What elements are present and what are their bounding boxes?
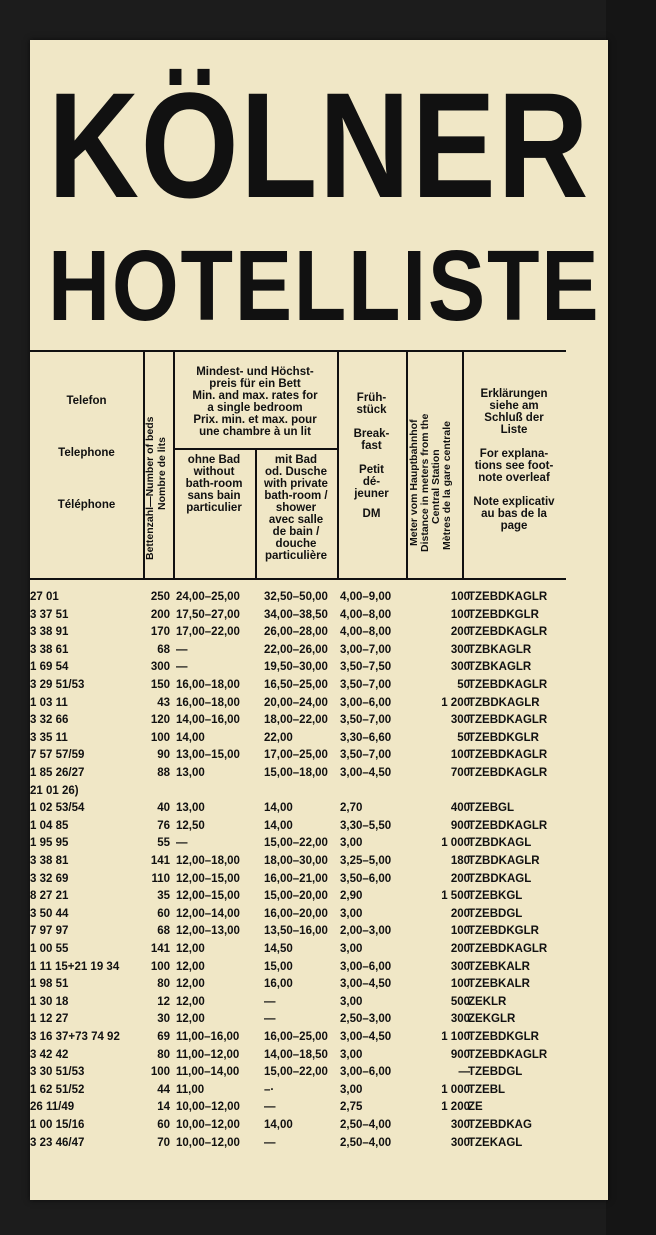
distance-cell: 900 [450,1048,470,1061]
table-row [30,923,608,941]
distance-cell: 100 [450,749,470,762]
breakfast-cell: 3,00–4,50 [340,978,392,991]
facility-code-cell: TZEBKALR [468,960,530,973]
phone-cell: 3 32 69 [30,872,69,885]
rate-without-bath-cell: 12,00 [176,960,205,973]
table-row [30,818,608,836]
rate-with-bath-cell: 14,00–18,50 [264,1048,328,1061]
distance-cell: 200 [450,907,470,920]
rate-with-bath-cell: 15,00–20,00 [264,890,328,903]
breakfast-cell: 4,00–9,00 [340,591,392,603]
table-row [30,853,608,871]
rate-with-bath-cell: 14,00 [264,819,293,832]
facility-code-cell: TZBDKAGL [468,872,532,885]
phone-cell: 3 42 42 [30,1048,69,1061]
facility-code-cell: TZBDKAGL [468,837,532,850]
facility-code-cell: TZEBDKAGLR [468,714,548,727]
table-row [30,800,608,818]
beds-cell: 76 [157,819,170,832]
phone-cell: 1 62 51/52 [30,1083,85,1096]
breakfast-cell: 2,50–4,00 [340,1119,392,1131]
beds-cell: 44 [157,1083,170,1096]
beds-cell: 150 [150,679,170,691]
distance-cell: 100 [450,591,470,603]
facility-code-cell: TZEBKALR [468,978,530,991]
header-fruehstueck: Früh- stück Break- fast Petit dé- jeuner DM [353,392,390,520]
beds-cell: 35 [157,890,170,903]
facility-code-cell: ZE [468,1101,483,1114]
table-row [30,607,608,625]
rate-with-bath-cell: 16,50–25,00 [264,679,328,691]
rate-without-bath-cell: 11,00–12,00 [176,1048,240,1061]
table-row [30,1011,608,1029]
rate-with-bath-cell: 15,00–22,00 [264,1066,328,1079]
distance-cell: 200 [450,943,470,955]
beds-cell: 60 [157,907,170,920]
rate-without-bath-cell: 16,00–18,00 [176,679,240,691]
phone-cell: 1 03 11 [30,696,68,709]
distance-cell: 300 [450,1136,470,1149]
beds-cell: 88 [157,767,170,779]
distance-cell: 1 500 [441,890,470,903]
facility-code-cell: TZEBDKAGLR [468,679,548,691]
rate-without-bath-cell: 12,00–14,00 [176,907,240,920]
rate-without-bath-cell: 12,00–18,00 [176,855,240,867]
breakfast-cell: 2,50–3,00 [340,1013,392,1026]
rate-without-bath-cell: 12,00–15,00 [176,872,240,885]
distance-cell: 1 100 [441,1031,470,1043]
distance-cell: 1 000 [441,837,470,850]
beds-cell: 43 [157,696,170,709]
facility-code-cell: TZEBDKAGLR [468,767,548,779]
phone-cell: 1 11 15+21 19 34 [30,960,120,973]
facility-code-cell: TZEKAGL [468,1136,523,1149]
header-explanations: Erklärungen siehe am Schluß der Liste For explana- tions see foot- note overleaf Note explicativ au bas de la page [473,388,555,532]
beds-cell: 110 [151,872,170,885]
breakfast-cell: 3,00–6,00 [340,1066,392,1079]
breakfast-cell: 3,30–6,60 [340,731,392,744]
rate-without-bath-cell: 11,00–16,00 [176,1031,240,1043]
rate-without-bath-cell: 10,00–12,00 [176,1136,240,1149]
distance-cell: 1 200 [441,1101,470,1114]
header-ohne-bad: ohne Bad without bath-room sans bain particulier [185,454,243,514]
rate-with-bath-cell: 19,50–30,00 [264,661,328,674]
rate-with-bath-cell: 34,00–38,50 [264,608,328,621]
breakfast-cell: 3,00–4,50 [340,767,392,779]
rate-with-bath-cell: 14,50 [264,943,293,955]
facility-code-cell: TZEBDKGLR [468,731,539,744]
rate-without-bath-cell: 12,00–13,00 [176,925,240,938]
rate-without-bath-cell: 12,00–15,00 [176,890,240,903]
phone-cell: 1 69 54 [30,661,69,674]
beds-cell: 30 [157,1013,170,1026]
facility-code-cell: TZEBDKAGLR [468,943,548,955]
phone-cell: 1 98 51 [30,978,69,991]
rate-with-bath-cell: –· [264,1083,275,1096]
header-telefon-fr: Téléphone [57,499,116,511]
beds-cell: 12 [157,995,170,1008]
rate-with-bath-cell: 15,00–18,00 [264,767,328,779]
distance-cell: 300 [450,960,470,973]
phone-cell: 3 50 44 [30,907,69,920]
table-row [30,1135,608,1153]
rate-with-bath-cell: 15,00 [264,960,293,973]
table-row [30,835,608,853]
header-distance-en: Distance in meters from the [419,413,431,552]
beds-cell: 80 [157,1048,170,1061]
facility-code-cell: TZBDKAGLR [468,855,540,867]
facility-code-cell: TZEBDKAGLR [468,749,548,762]
beds-cell: 200 [150,608,170,621]
phone-cell: 1 02 53/54 [30,802,85,815]
beds-cell: 100 [150,731,170,744]
rate-without-bath-cell: 17,50–27,00 [176,608,240,621]
breakfast-cell: 3,50–7,00 [340,679,392,691]
table-row [30,765,608,783]
table-row [30,730,608,748]
table-row [30,1029,608,1047]
facility-code-cell: TZEBDGL [468,907,523,920]
distance-cell: 200 [450,872,470,885]
distance-cell: 180 [450,855,470,867]
rate-without-bath-cell: 14,00 [176,731,205,744]
facility-code-cell: TZBDKAGLR [468,696,540,709]
table-row [30,906,608,924]
header-distance-de: Meter vom Hauptbahnhof [408,419,420,546]
facility-code-cell: TZEBDKGLR [468,1031,539,1043]
phone-cell: 1 12 27 [30,1013,69,1026]
rate-with-bath-cell: 20,00–24,00 [264,696,328,709]
title-line-2: HOTELLISTE [48,230,601,342]
breakfast-cell: 3,50–6,00 [340,872,392,885]
rate-without-bath-cell: 11,00–14,00 [176,1066,240,1079]
phone-cell: 3 35 11 [30,731,68,744]
rate-without-bath-cell: 13,00–15,00 [176,749,240,762]
rate-with-bath-cell: 16,00–20,00 [264,907,328,920]
facility-code-cell: TZEBDKGLR [468,925,539,938]
phone-cell: 3 30 51/53 [30,1066,85,1079]
header-beds: Bettenzahl—Number of beds [144,416,156,560]
breakfast-cell: 3,00 [340,943,363,955]
beds-cell: 141 [150,943,170,955]
phone-cell: 27 01 [30,591,59,603]
rate-with-bath-cell: 14,00 [264,802,293,815]
beds-cell: 60 [157,1119,170,1131]
table-row [30,624,608,642]
rate-with-bath-cell: 16,00–25,00 [264,1031,328,1043]
table-row [30,1047,608,1065]
rate-without-bath-cell: — [176,837,188,850]
header-price: Mindest- und Höchst- preis für ein Bett Min. and max. rates for a single bedroom Prix. min. et max. pour une chambre à un lit [192,366,318,438]
rate-with-bath-cell: — [264,1101,276,1114]
facility-code-cell: TZEBDKAG [468,1119,532,1131]
table-row [30,1099,608,1117]
breakfast-cell: 3,50–7,00 [340,714,392,727]
breakfast-cell: 4,00–8,00 [340,626,392,639]
rate-with-bath-cell: 17,00–25,00 [264,749,328,762]
distance-cell: 1 200 [441,696,470,709]
breakfast-cell: 3,00 [340,907,363,920]
rate-with-bath-cell: 26,00–28,00 [264,626,328,639]
facility-code-cell: TZEBDGL [468,1066,523,1079]
rate-without-bath-cell: 24,00–25,00 [176,591,240,603]
phone-cell: 3 38 91 [30,626,69,639]
breakfast-cell: 2,70 [340,802,363,815]
distance-cell: 100 [450,978,470,991]
breakfast-cell: 3,30–5,50 [340,819,392,832]
breakfast-cell: 3,00 [340,837,363,850]
rate-without-bath-cell: 12,00 [176,978,205,991]
beds-cell: 141 [150,855,170,867]
breakfast-cell: 3,00–6,00 [340,960,392,973]
table-row [30,783,608,801]
distance-cell: 100 [450,608,470,621]
facility-code-cell: TZEBDKGLR [468,608,539,621]
distance-cell: 300 [450,1119,470,1131]
table-row [30,941,608,959]
breakfast-cell: 2,00–3,00 [340,925,392,938]
beds-cell: 14 [157,1101,170,1114]
facility-code-cell: TZEBDKAGLR [468,1048,548,1061]
distance-cell: 50 [457,679,470,691]
table-row [30,994,608,1012]
rate-without-bath-cell: 12,00 [176,1013,205,1026]
rate-with-bath-cell: 22,00 [264,731,293,744]
distance-cell: 1 000 [441,1083,470,1096]
rate-with-bath-cell: — [264,1013,276,1026]
rate-without-bath-cell: 12,00 [176,943,205,955]
table-row [30,871,608,889]
rate-without-bath-cell: — [176,643,188,656]
phone-cell: 7 97 97 [30,925,69,938]
facility-code-cell: ZEKGLR [468,1013,516,1026]
phone-cell: 1 30 18 [30,995,69,1008]
header-bottom-rule [30,578,566,580]
table-row [30,747,608,765]
facility-code-cell: ZEKLR [468,995,507,1008]
rate-with-bath-cell: 16,00 [264,978,293,991]
facility-code-cell: TZBKAGLR [468,643,532,656]
phone-cell: 3 16 37+73 74 92 [30,1031,120,1043]
hotel-list-page [30,40,608,1200]
distance-cell: 200 [450,626,470,639]
breakfast-cell: 2,50–4,00 [340,1136,392,1149]
rate-without-bath-cell: 12,00 [176,995,205,1008]
breakfast-cell: 3,50–7,50 [340,661,392,674]
breakfast-cell: 2,75 [340,1101,363,1114]
phone-cell: 3 23 46/47 [30,1136,85,1149]
distance-cell: 400 [450,802,470,815]
breakfast-cell: 3,00–7,00 [340,643,392,656]
beds-cell: 120 [150,714,170,727]
header-beds-fr: Nombre de lits [156,437,168,510]
header-telefon-de: Telefon [66,395,107,407]
table-row [30,959,608,977]
beds-cell: 68 [157,643,170,656]
rate-without-bath-cell: 13,00 [176,767,205,779]
rate-without-bath-cell: 10,00–12,00 [176,1101,240,1114]
phone-cell: 1 00 55 [30,943,69,955]
rate-with-bath-cell: 18,00–22,00 [264,714,328,727]
rate-without-bath-cell: 11,00 [176,1083,205,1096]
table-row [30,976,608,994]
beds-cell: 100 [150,960,170,973]
rate-with-bath-cell: — [264,1136,276,1149]
distance-cell: 900 [450,819,470,832]
price-subheader-rule [173,448,337,450]
table-row [30,695,608,713]
beds-cell: 170 [150,626,170,639]
rate-with-bath-cell: 18,00–30,00 [264,855,328,867]
rate-without-bath-cell: 14,00–16,00 [176,714,240,727]
beds-cell: 55 [157,837,170,850]
table-row [30,589,608,607]
header-mit-bad: mit Bad od. Dusche with private bath-room / shower avec salle de bain / douche particulière [264,454,328,562]
breakfast-cell: 3,00 [340,995,363,1008]
rate-with-bath-cell: 32,50–50,00 [264,591,328,603]
rate-with-bath-cell: 14,00 [264,1119,293,1131]
distance-cell: 700 [450,767,470,779]
phone-cell: 3 38 81 [30,855,69,867]
breakfast-cell: 3,00 [340,1083,363,1096]
rate-without-bath-cell: 16,00–18,00 [176,696,240,709]
breakfast-cell: 3,25–5,00 [340,855,392,867]
table-row [30,888,608,906]
table-row [30,1082,608,1100]
phone-cell: 1 95 95 [30,837,69,850]
phone-cell: 1 85 26/27 [30,767,85,779]
beds-cell: 40 [157,802,170,815]
breakfast-cell: 2,90 [340,890,363,903]
beds-cell: 80 [157,978,170,991]
facility-code-cell: TZEBL [468,1083,506,1096]
facility-code-cell: TZEBDKAGLR [468,626,548,639]
phone-cell: 1 00 15/16 [30,1119,85,1131]
beds-cell: 250 [150,591,170,603]
table-row [30,712,608,730]
beds-cell: 70 [157,1136,170,1149]
rate-with-bath-cell: 22,00–26,00 [264,643,328,656]
rate-without-bath-cell: 13,00 [176,802,205,815]
rate-with-bath-cell: 16,00–21,00 [264,872,328,885]
beds-cell: 100 [150,1066,170,1079]
facility-code-cell: TZEBKGL [468,890,523,903]
table-row [30,642,608,660]
distance-cell: — [458,1066,470,1079]
distance-cell: 300 [450,643,470,656]
phone-cell: 1 04 85 [30,819,69,832]
table-row [30,659,608,677]
facility-code-cell: TZEBDKAGLR [468,819,548,832]
breakfast-cell: 3,00–4,50 [340,1031,392,1043]
phone-cell: 3 29 51/53 [30,679,85,691]
rate-with-bath-cell: 13,50–16,00 [264,925,328,938]
distance-cell: 500 [450,995,470,1008]
distance-cell: 300 [450,661,470,674]
title-line-1: KÖLNER [48,61,591,229]
rate-without-bath-cell: 12,50 [176,819,205,832]
header-telefon-en: Telephone [58,447,115,459]
distance-cell: 50 [457,731,470,744]
header-distance-fr: Mètres de la gare centrale [441,421,453,550]
distance-cell: 300 [450,1013,470,1026]
phone-cell: 8 27 21 [30,890,69,903]
breakfast-cell: 3,00 [340,1048,363,1061]
table-row [30,1064,608,1082]
breakfast-cell: 3,50–7,00 [340,749,392,762]
distance-cell: 100 [450,925,470,938]
phone-cell: 3 38 61 [30,643,69,656]
beds-cell: 90 [157,749,170,762]
rate-without-bath-cell: — [176,661,188,674]
facility-code-cell: TZEBDKAGLR [468,591,548,603]
facility-code-cell: TZEBGL [468,802,514,815]
table-row [30,1117,608,1135]
table-row [30,677,608,695]
rate-with-bath-cell: 15,00–22,00 [264,837,328,850]
phone-cell: 21 01 26) [30,784,79,797]
rate-without-bath-cell: 17,00–22,00 [176,626,240,639]
breakfast-cell: 4,00–8,00 [340,608,392,621]
distance-cell: 300 [450,714,470,727]
beds-cell: 300 [150,661,170,674]
header-top-rule [30,350,566,352]
phone-cell: 26 11/49 [30,1101,75,1114]
facility-code-cell: TZBKAGLR [468,661,532,674]
rate-with-bath-cell: — [264,995,276,1008]
background-edge [606,0,656,1235]
phone-cell: 3 32 66 [30,714,69,727]
phone-cell: 7 57 57/59 [30,749,85,762]
beds-cell: 68 [157,925,170,938]
breakfast-cell: 3,00–6,00 [340,696,392,709]
phone-cell: 3 37 51 [30,608,69,621]
header-distance-en2: Central Station [430,449,442,524]
beds-cell: 69 [157,1031,170,1043]
rate-without-bath-cell: 10,00–12,00 [176,1119,240,1131]
